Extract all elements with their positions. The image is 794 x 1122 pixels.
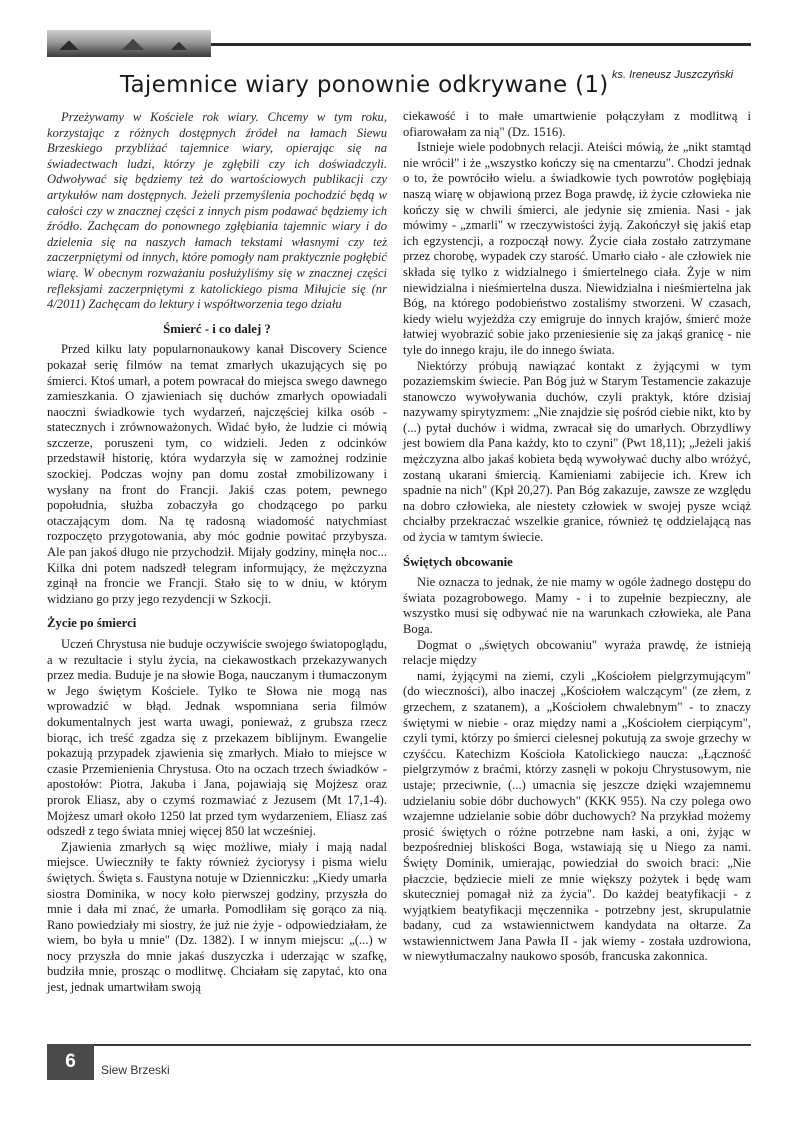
section-heading-life-after-death: Życie po śmierci bbox=[47, 616, 137, 631]
village-rooftops-image bbox=[47, 30, 211, 57]
right-column bbox=[403, 109, 751, 965]
article-author: ks. Ireneusz Juszczyński bbox=[612, 69, 734, 81]
footer-rule bbox=[94, 1044, 751, 1046]
body-paragraph: Uczeń Chrystusa nie buduje oczywiście swojego światopoglądu, a w rezultacie i stylu życia, na ciekawostkach przekazywanych przez media. Buduje je na słowie Boga, nauczanym i tłumaczonym w Jego świętym Kościele. Tylko te Słowa nie mogą nas wprowadzić w błąd. Jednak wspomniana seria filmów dokumentalnych jest warta uwagi, ponieważ, z grubsza rzecz biorąc, ich treść zgadza się z przekazem biblijnym. Ewangelie pokazują przypadek zjawienia się zmarłych. Miało to miejsce w czasie Przemienienia Chrystusa. Oto na oczach trzech świadków - apostołów: Piotra, Jakuba i Jana, pojawiają się Mojżesz oraz prorok Eliasz, aby o czymś rozmawiać z Jezusem (Mt 17,1-4). Mojżesz umarł około 1250 lat przed tym wydarzeniem, Eliasz zaś odszedł z tego świata mniej więcej 850 lat wcześniej. bbox=[47, 637, 387, 839]
page-number: 6 bbox=[47, 1044, 94, 1080]
header-photo-band bbox=[47, 30, 211, 57]
section-heading-communion-of-saints: Świętych obcowanie bbox=[403, 554, 513, 569]
publication-name: Siew Brzeski bbox=[101, 1063, 170, 1077]
body-paragraph: Zjawienia zmarłych są więc możliwe, miały i mają nadal miejsce. Uwieczniły te fakty również życiorysy i pisma wielu świętych. Święta s. Faustyna notuje w Dzienniczku: „Kiedy umarła siostra Dominika, w nocy koło pierwszej godziny, przyszła do mnie i dała mi znać, że umarła. Pomodliłam się gorąco za nią. Rano powiedziały mi siostry, że już nie żyje - odpowiedziałam, że wiem, bo była u mnie" (Dz. 1382). I w innym miejscu: „(...) w nocy przyszła do mnie jakaś duszyczka i uderzając w szafkę, budziła mnie, prosząc o modlitwę. Chciałam się zapytać, kto ona jest, jednak umartwiłam swoją bbox=[47, 839, 387, 995]
body-paragraph: Nie oznacza to jednak, że nie mamy w ogóle żadnego dostępu do świata pozagrobowego. Mamy - i to zupełnie bezpieczny, ale wszystko musi się odbywać nie na warunkach człowieka, ale Pana Boga. bbox=[403, 575, 751, 636]
section-heading-death: Śmierć - i co dalej ? bbox=[163, 321, 271, 336]
left-column bbox=[47, 110, 387, 996]
body-paragraph: nami, żyjącymi na ziemi, czyli „Kościołem pielgrzymującym" (do wieczności), albo inaczej „Kościołem walczącym" (ze złem, z grzechem, z szatanem), a „Kościołem chwalebnym" - to znaczy świętymi w niebie - oraz między nami a „Kościołem cierpiącym", czyli tymi, którzy po śmierci cielesnej pokutują za swoje grzechy w czyśćcu. Katechizm Kościoła Katolickiego naucza: „Łączność pielgrzymów z braćmi, którzy zasnęli w pokoju Chrystusowym, nie ustaje; przeciwnie, (...) umacnia się jeszcze dzięki wzajemnemu udzielaniu sobie dóbr duchowych" (KKK 955). Na czy polega owo wzajemne udzielanie sobie dóbr duchowych? Na przykład możemy prosić świętych o różne potrzebne nam łaski, a oni, żyjąc w bezpośredniej bliskości Boga, wstawiają się u Niego za nami. Święty Dominik, umierając, powiedział do swoich braci: „Nie płaczcie, będziecie mieli ze mnie większy pożytek i będę wam skuteczniej pomagał niż za życia". Do każdej beatyfikacji - z wyjątkiem beatyfikacji męczennika - potrzebny jest, skrupulatnie badany, cud za wstawiennictwem kandydata na ołtarze. Za wstawiennictwem Jana Pawła II - jak wiemy - została uzdrowiona, w niewytłumaczalny naukowo sposób, francuska zakonnica. bbox=[403, 668, 751, 964]
body-paragraph: ciekawość i to małe umartwienie połączyłam z modlitwą i ofiarowałam za nią" (Dz. 1516). bbox=[403, 109, 751, 139]
body-paragraph: Dogmat o „świętych obcowaniu" wyraża prawdę, że istnieją relacje między bbox=[403, 637, 751, 668]
body-paragraph: Istnieje wiele podobnych relacji. Ateiści mówią, że „nikt stamtąd nie wrócił" i że „wszystko kończy się na cmentarzu". Chodzi jednak o to, że powróciło wielu. a świadkowie tych powrotów pogłębiają naszą wiarę w objawioną przez Boga prawdę, iż życie człowieka nie kończy się w chwili śmierci, ale jedynie się zmienia. Nasi - jak mówimy - „zmarli" w rzeczywistości żyją. Zakończył się jakiś etap ich egzystencji, a rozpoczął nowy. Życie ciała zostało zatrzymane przez chorobę, wypadek czy starość. Umarło ciało - ale człowiek nie składa się tylko z widzialnego i śmiertelnego ciała. Żyje w nim niewidzialna i nieśmiertelna dusza. Niewidzialna i nieśmiertelna jak Bóg, na którego podobieństwo zostaliśmy stworzeni. W czasach, kiedy wielu wyjeżdża czy emigruje do innych krajów, śmierć może łatwiej wyobrazić sobie jako przeniesienie się za jakąś granicę - nie tyle do innego kraju, ile do innego świata. bbox=[403, 140, 751, 357]
header-rule bbox=[211, 43, 751, 46]
article-title: Tajemnice wiary ponownie odkrywane (1) bbox=[120, 72, 609, 98]
body-paragraph: Niektórzy próbują nawiązać kontakt z żyjącymi w tym pozaziemskim świecie. Pan Bóg już w Starym Testamencie zakazuje stanowczo wywoływania duchów, czyli praktyk, które dzisiaj nazywamy spirytyzmem: „Nie znajdzie się pośród ciebie nikt, kto by (...) pytał duchów i widma, zwracał się do umarłych. Obrzydliwy jest bowiem dla Pana każdy, kto to czyni" (Pwt 18,11); „Jeżeli jakiś mężczyzna albo jakaś kobieta będą wywoływać duchy albo wróżyć, zostaną ukarani śmiercią. Kamieniami zabijecie ich. Krew ich spadnie na nich" (Kpł 20,27). Pan Bóg zakazuje, zawsze ze względu na dobro człowieka, ale niestety człowiek w swojej pysze wciąż chciałby przekraczać wszelkie granice, również tę oddzielającą nas od życia w tamtym świecie. bbox=[403, 358, 751, 545]
intro-paragraph: Przeżywamy w Kościele rok wiary. Chcemy w tym roku, korzystając z różnych dostępnych źródeł na łamach Siewu Brzeskiego przybliżać tajemnice wiary, opierając się na świadectwach ludzi, którzy je zgłębili czy ich doświadczyli. Odwoływać się będziemy też do wartościowych publikacji czy artykułów nam dostępnych. Jeżeli przemyślenia pochodzić będą w całości czy w znacznej części z innych pism podawać będziemy ich źródło. Zachęcam do ponownego zgłębiania tajemnic wiary i do dzielenia się na naszych łamach tekstami własnymi czy też zaczerpniętymi od innych, które pomogły nam praktycznie pogłębić wiarę. W obecnym rozważaniu posłużyliśmy się w znacznej części refleksjami zaczerpniętymi z katolickiego pisma Miłujcie się (nr 4/2011) Zachęcam do lektury i współtworzenia tego działu bbox=[47, 110, 387, 312]
body-paragraph: Przed kilku laty popularnonaukowy kanał Discovery Science pokazał serię filmów na temat zmarłych ukazujących się po śmierci. Ktoś umarł, a potem powracał do miejsca swego dawnego zamieszkania. O zjawieniach się duchów zmarłych opowiadali naoczni świadkowie tych wydarzeń, najczęściej kilka osób - statecznych i zrównoważonych. Widać było, że ludzie ci mówią szczerze, poruszeni tym, co widzieli. Jeden z odcinków przedstawił historię, która wydarzyła się w zamożnej rodzinie szockiej. Podczas wojny pan domu został zmobilizowany i wysłany na front do Francji. Jakiś czas potem, pewnego popołudnia, służba zobaczyła go chodzącego po parku otaczającym dom. Na tę radosną wiadomość natychmiast rozpoczęto przygotowania, aby móc godnie powitać przybysza. Ale pan jakoś długo nie przychodził. Mijały godziny, minęła noc... Kilka dni potem nadszedł telegram informujący, że mężczyzna zginął na froncie we Francji. Stało się to w dniu, w którym widziano go przy jego rezydencji w Szkocji. bbox=[47, 342, 387, 606]
